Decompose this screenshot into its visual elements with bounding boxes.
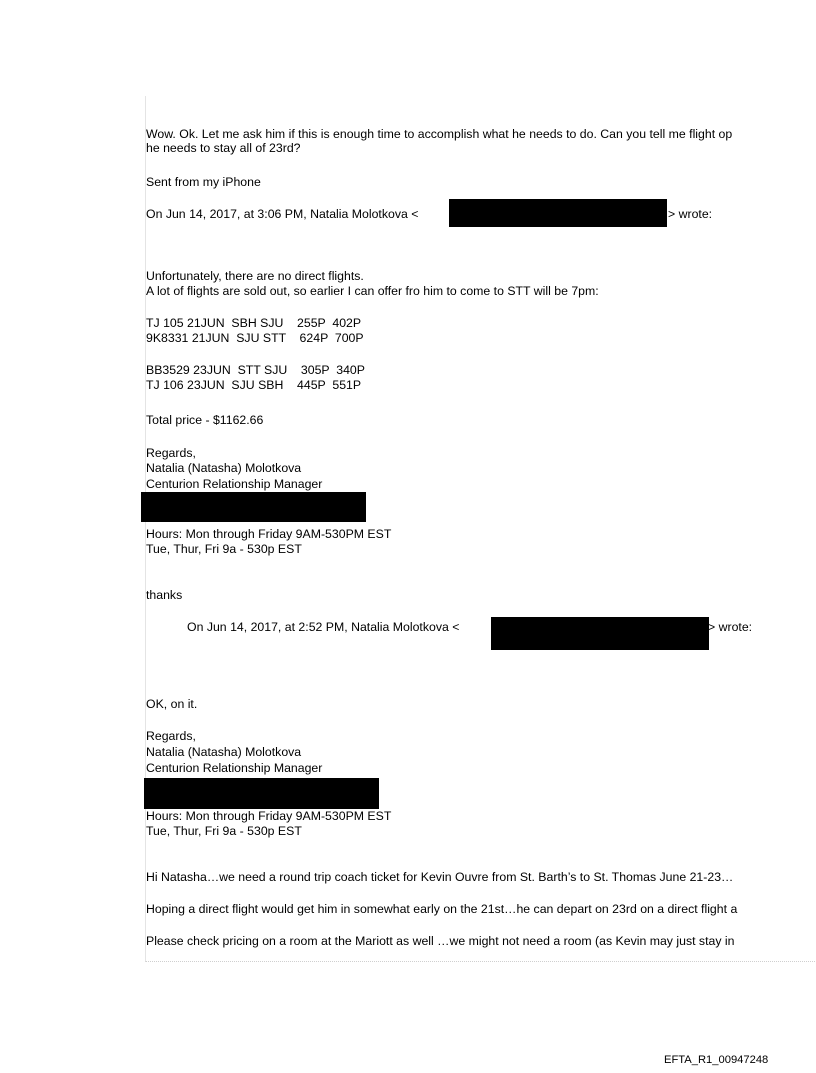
request-line-3: Please check pricing on a room at the Mariott as well …we might not need a room (as Kevin may just stay in: [146, 934, 735, 948]
redaction-box: [144, 778, 379, 809]
sig1-hours: Hours: Mon through Friday 9AM-530PM EST: [146, 527, 392, 541]
no-direct-flights: Unfortunately, there are no direct flights.: [146, 269, 364, 283]
sig2-hours: Hours: Mon through Friday 9AM-530PM EST: [146, 809, 392, 823]
flight-back-2: TJ 106 23JUN SJU SBH 445P 551P: [146, 378, 362, 392]
sig1-regards: Regards,: [146, 446, 196, 460]
flight-back-1: BB3529 23JUN STT SJU 305P 340P: [146, 363, 365, 377]
sold-out-text: A lot of flights are sold out, so earlier I can offer fro him to come to STT will be 7pm:: [146, 284, 599, 298]
sig2-regards: Regards,: [146, 729, 196, 743]
sig1-name: Natalia (Natasha) Molotkova: [146, 461, 302, 475]
quote1-header-suffix: > wrote:: [668, 207, 713, 221]
sig1-title: Centurion Relationship Manager: [146, 477, 323, 491]
request-line-1: Hi Natasha…we need a round trip coach ticket for Kevin Ouvre from St. Barth’s to St. Thomas June 21-23…: [146, 870, 734, 884]
quote2-header-prefix: On Jun 14, 2017, at 2:52 PM, Natalia Molotkova <: [187, 620, 460, 634]
redaction-box: [449, 199, 667, 227]
sig1-hours-2: Tue, Thur, Fri 9a - 530p EST: [146, 542, 302, 556]
quote2-header-suffix: > wrote:: [708, 620, 753, 634]
redaction-box: [491, 617, 709, 650]
on-it: OK, on it.: [146, 697, 198, 711]
flight-out-2: 9K8331 21JUN SJU STT 624P 700P: [146, 331, 364, 345]
reply-line-1: Wow. Ok. Let me ask him if this is enough time to accomplish what he needs to do. Can you tell me flight op: [146, 127, 733, 141]
redaction-box: [141, 492, 366, 522]
flight-out-1: TJ 105 21JUN SBH SJU 255P 402P: [146, 316, 362, 330]
reply-line-2: he needs to stay all of 23rd?: [146, 141, 301, 155]
sig2-name: Natalia (Natasha) Molotkova: [146, 745, 302, 759]
quote1-header-prefix: On Jun 14, 2017, at 3:06 PM, Natalia Molotkova <: [146, 207, 419, 221]
sent-from: Sent from my iPhone: [146, 175, 261, 189]
sig2-hours-2: Tue, Thur, Fri 9a - 530p EST: [146, 824, 302, 838]
sig2-title: Centurion Relationship Manager: [146, 761, 323, 775]
document-id: EFTA_R1_00947248: [664, 1054, 769, 1066]
total-price: Total price - $1162.66: [146, 413, 264, 427]
request-line-2: Hoping a direct flight would get him in somewhat early on the 21st…he can depart on 23rd on a direct flight a: [146, 902, 738, 916]
thanks: thanks: [146, 588, 183, 602]
